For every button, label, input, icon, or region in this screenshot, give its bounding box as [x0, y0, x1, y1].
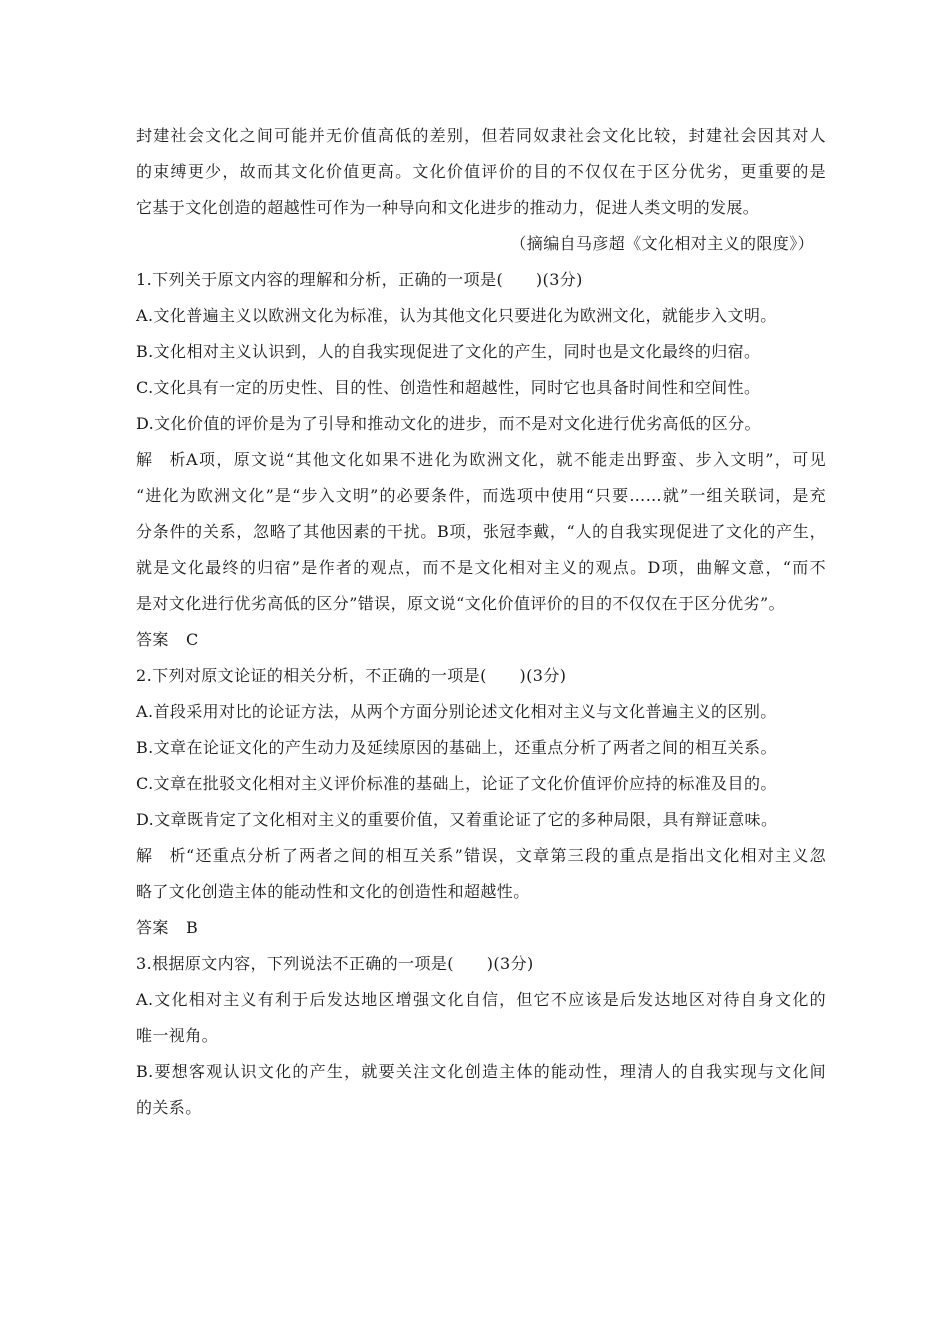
q2-option-d: D.文章既肯定了文化相对主义的重要价值，又着重论证了它的多种局限，具有辩证意味。: [136, 810, 778, 829]
passage-line: 它基于文化创造的超越性可作为一种导向和文化进步的推动力，促进人类文明的发展。: [136, 198, 760, 217]
q2-option-a: A.首段采用对比的论证方法，从两个方面分别论述文化相对主义与文化普遍主义的区别。: [136, 702, 777, 721]
q1-analysis-line: 分条件的关系，忽略了其他因素的干扰。B项，张冠李戴，“人的自我实现促进了文化的产生，: [136, 522, 826, 541]
q1-analysis-line: 就是文化最终的归宿”是作者的观点，而不是文化相对主义的观点。D项，曲解文意，“而不: [136, 558, 826, 577]
q1-option-b: B.文化相对主义认识到，人的自我实现促进了文化的产生，同时也是文化最终的归宿。: [136, 342, 761, 361]
answer-label: 答案: [136, 918, 169, 937]
answer-value: C: [186, 630, 199, 649]
document-page: [136, 118, 826, 1126]
question-3: 3.根据原文内容，下列说法不正确的一项是( )(3分): [136, 954, 534, 973]
q1-answer: [136, 622, 826, 658]
q2-analysis-line: 略了文化创造主体的能动性和文化的创造性和超越性。: [136, 882, 530, 901]
analysis-text: A项，原文说“其他文化如果不进化为欧洲文化，就不能走出野蛮、步入文明”，可见: [186, 450, 826, 469]
q2-option-c: C.文章在批驳文化相对主义评价标准的基础上，论证了文化价值评价应持的标准及目的。: [136, 774, 777, 793]
passage-line: 封建社会文化之间可能并无价值高低的差别，但若同奴隶社会文化比较，封建社会因其对人: [136, 126, 826, 145]
q3-option-b: B.要想客观认识文化的产生，就要关注文化创造主体的能动性，理清人的自我实现与文化间: [136, 1062, 826, 1081]
analysis-text: “还重点分析了两者之间的相互关系”错误，文章第三段的重点是指出文化相对主义忽: [186, 846, 826, 865]
question-2: 2.下列对原文论证的相关分析，不正确的一项是( )(3分): [136, 666, 567, 685]
q1-analysis-line: “进化为欧洲文化”是“步入文明”的必要条件，而选项中使用“只要……就”一组关联词，是充: [136, 486, 826, 505]
answer-label: 答案: [136, 630, 169, 649]
q2-option-b: B.文章在论证文化的产生动力及延续原因的基础上，还重点分析了两者之间的相互关系。: [136, 738, 777, 757]
analysis-label: 解析: [136, 450, 186, 469]
q1-option-a: A.文化普遍主义以欧洲文化为标准，认为其他文化只要进化为欧洲文化，就能步入文明。: [136, 306, 777, 325]
answer-value: B: [186, 918, 199, 937]
q3-option-a: A.文化相对主义有利于后发达地区增强文化自信，但它不应该是后发达地区对待自身文化的: [136, 990, 826, 1009]
q3-option-b-cont: 的关系。: [136, 1098, 202, 1117]
analysis-label: 解析: [136, 846, 186, 865]
q1-option-d: D.文化价值的评价是为了引导和推动文化的进步，而不是对文化进行优劣高低的区分。: [136, 414, 761, 433]
q3-option-a-cont: 唯一视角。: [136, 1026, 219, 1045]
q1-analysis-line: [136, 442, 826, 478]
q1-option-c: C.文化具有一定的历史性、目的性、创造性和超越性，同时它也具备时间性和空间性。: [136, 378, 761, 397]
q2-analysis-line: [136, 838, 826, 874]
question-1: 1.下列关于原文内容的理解和分析，正确的一项是( )(3分): [136, 270, 583, 289]
source-citation: （摘编自马彦超《文化相对主义的限度》）: [510, 234, 814, 253]
q2-answer: [136, 910, 826, 946]
q1-analysis-line: 是对文化进行优劣高低的区分”错误，原文说“文化价值评价的目的不仅仅在于区分优劣”。: [136, 594, 785, 613]
passage-line: 的束缚更少，故而其文化价值更高。文化价值评价的目的不仅仅在于区分优劣，更重要的是: [136, 162, 826, 181]
